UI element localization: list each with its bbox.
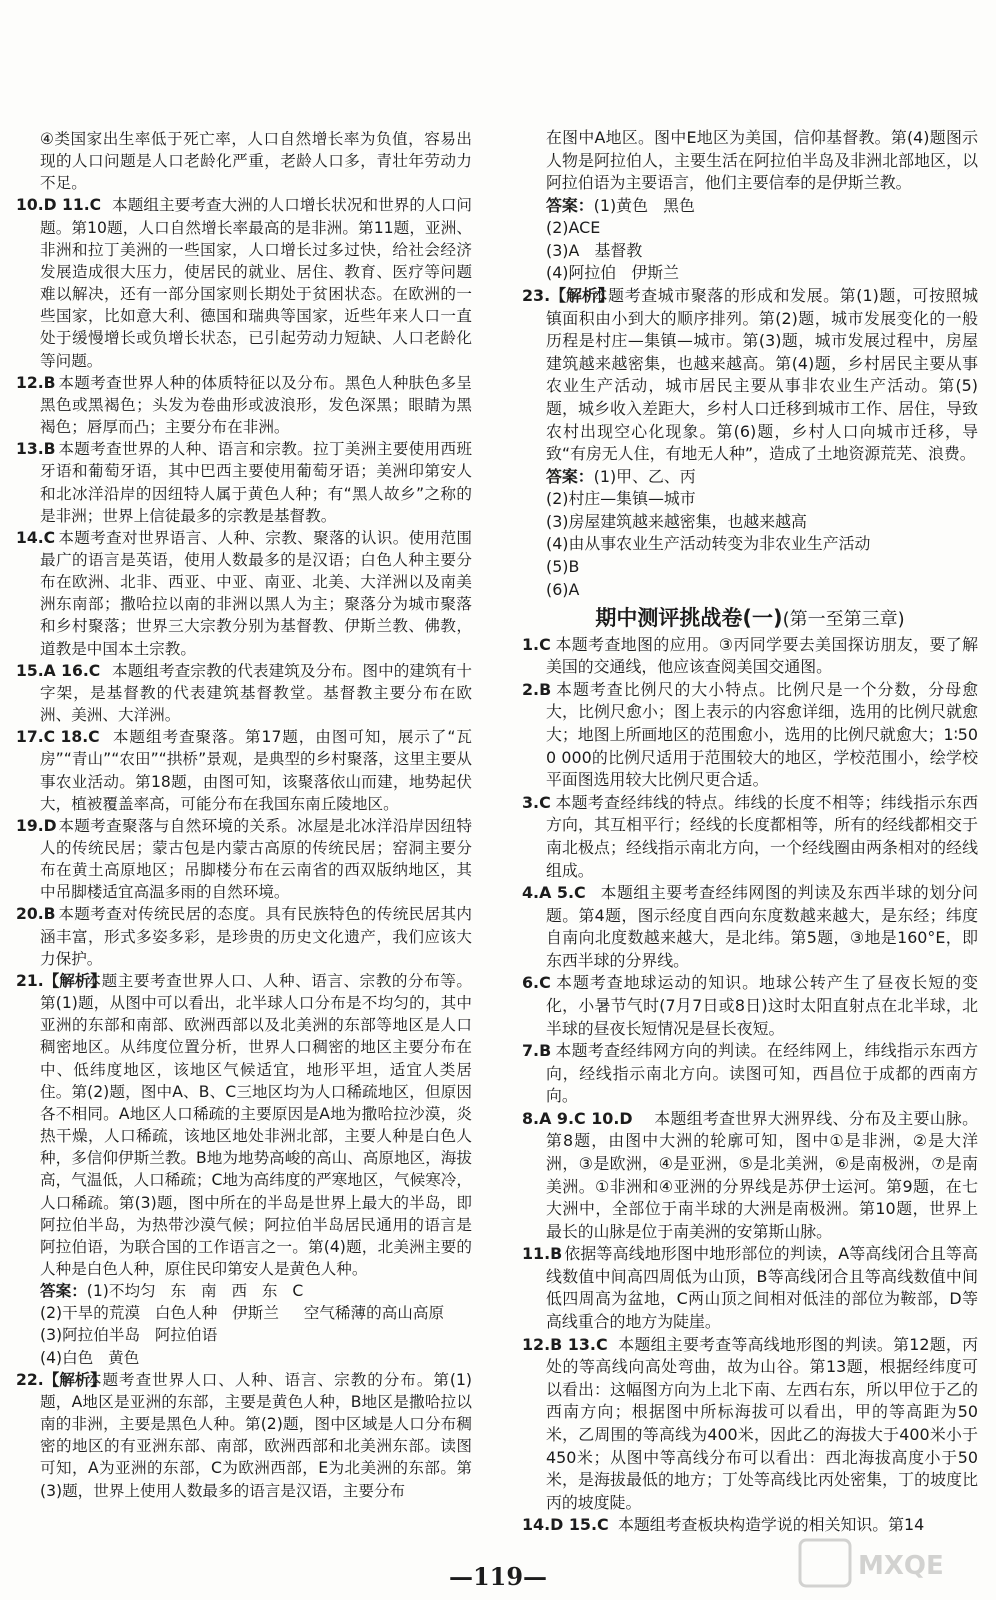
item-text: 本题考查世界人种的体质特征以及分布。黑色人种肤色多呈黑色或黑褐色；头发为卷曲形或波浪形，发色深黑；眼睛为黑褐色；唇厚而凸；主要分布在非洲。 <box>40 373 472 437</box>
answer-item <box>16 970 472 1280</box>
item-number: 14.D 15.C <box>522 1515 609 1535</box>
item-text: 本题主要考查世界人口、人种、语言、宗教的分布等。第(1)题，从图中可以看出，北半球人口分布是不均匀的，其中亚洲的东部和南部、欧洲西部以及北美洲的东部等地区是人口稠密地区。从纬度位置分析，世界人口稠密的地区主要分布在中、低纬度地区，该地区气候适宜，地形平坦，适宜人类居住。第(2)题，图中A、B、C三地区均为人口稀疏地区，但原因各不相同。A地区人口稀疏的主要原因是A地为撒哈拉沙漠，炎热干燥，人口稀疏，该地区地处非洲北部，主要人种是白色人种，多信仰伊斯兰教。B地为地势高峻的高山、高原地区，海拔高，气温低，人口稀疏；C地为高纬度的严寒地区，气候寒冷，人口稀疏。第(3)题，图中所在的半岛是世界上最大的半岛，即阿拉伯半岛，为热带沙漠气候；阿拉伯半岛居民通用的语言是阿拉伯语，为联合国的工作语言之一。第(4)题，北美洲主要的人种是白色人种，原住民印第安人是黄色人种。 <box>40 971 472 1278</box>
answer-text: (1)黄色 黑色 <box>593 195 695 215</box>
answer-item <box>522 972 978 1040</box>
answer-item <box>522 634 978 679</box>
item-text: 本题组考查宗教的代表建筑及分布。图中的建筑有十字架，是基督教的代表建筑基督教堂。基督教主要分布在欧洲、美洲、大洋洲。 <box>40 661 472 725</box>
answer-text: (1)甲、乙、丙 <box>593 466 696 486</box>
answer-label: 答案： <box>546 466 594 486</box>
answer-item <box>16 527 472 660</box>
section-title <box>522 607 978 632</box>
item-number: 12.B <box>16 373 56 392</box>
answer-item <box>16 372 472 438</box>
answer-item <box>522 792 978 882</box>
item-number: 1.C <box>522 634 551 654</box>
item-number: 22.【解析】 <box>16 1370 106 1389</box>
continuation-text: ④类国家出生率低于死亡率，人口自然增长率为负值，容易出现的人口问题是人口老龄化严重，老龄人口多，青壮年劳动力不足。 <box>40 130 472 193</box>
item-text: 本题考查世界人口、人种、语言、宗教的分布。第(1)题，A地区是亚洲的东部，主要是黄色人种，B地区是撒哈拉以南的非洲，主要是黑色人种。第(2)题，图中区域是人口分布稠密的地区的有亚洲东部、南部，欧洲西部和北美洲东部。读图可知，A为亚洲的东部，C为欧洲西部，E为北美洲的东部。第(3)题，世界上使用人数最多的语言是汉语，主要分布 <box>40 1370 472 1500</box>
item-text: 本题考查经纬网方向的判读。在经纬网上，纬线指示东西方向，经线指示南北方向。读图可知，西昌位于成都的西南方向。 <box>546 1041 978 1106</box>
item-text: 本题组主要考查大洲的人口增长状况和世界的人口问题。第10题，人口自然增长率最高的是非洲。第11题，亚洲、非洲和拉丁美洲的一些国家，人口增长过多过快，给社会经济发展造成很大压力，使居民的就业、居住、教育、医疗等问题难以解决，还有一部分国家则长期处于贫困状态。在欧洲的一些国家，比如意大利、德国和瑞典等国家，近些年来人口一直处于缓慢增长或负增长状态，已引起劳动力短缺、人口老龄化等问题。 <box>40 196 472 370</box>
section-title-main: 期中测评挑战卷(一) <box>595 606 783 631</box>
item-number: 11.B <box>522 1244 563 1264</box>
watermark-logo <box>798 1534 978 1594</box>
item-number: 2.B <box>522 679 552 699</box>
item-number: 10.D 11.C <box>16 196 102 215</box>
answer-item <box>16 726 472 815</box>
answer-item <box>16 815 472 904</box>
answer-item <box>522 679 978 792</box>
item-number: 14.C <box>16 528 56 547</box>
item-text: 本题考查经纬线的特点。纬线的长度不相等；纬线指示东西方向，其互相平行；经线的长度都相等，所有的经线都相交于南北极点；经线指示南北方向，一个经线圈由两条相对的经线组成。 <box>546 792 978 880</box>
answer-line: (2)干旱的荒漠 白色人种 伊斯兰 空气稀薄的高山高原 <box>40 1304 445 1323</box>
item-number: 4.A 5.C <box>522 883 586 903</box>
answer-item <box>16 660 472 726</box>
item-text: 本题考查比例尺的大小特点。比例尺是一个分数，分母愈大，比例尺愈小；图上表示的内容愈详细，选用的比例尺就愈大；地图上所画地区的范围愈小，选用的比例尺就愈大；1∶500 000的比例尺适用于范围较大的地区，学校范围小，绘学校平面图选用较大比例尺更合适。 <box>546 679 978 790</box>
item-number: 8.A 9.C 10.D <box>522 1108 633 1128</box>
answer-line <box>522 466 978 489</box>
answer-text: (1)不均匀 东 南 西 东 C <box>86 1282 304 1301</box>
item-number: 13.B <box>16 440 56 459</box>
answer-line <box>522 195 978 218</box>
answer-label: 答案： <box>546 195 594 215</box>
answer-line <box>16 1280 472 1302</box>
item-number: 12.B 13.C <box>522 1334 608 1354</box>
section-title-sub: (第一至第三章) <box>782 609 905 631</box>
item-number: 23.【解析】 <box>522 286 614 306</box>
answer-line: (3)阿拉伯半岛 阿拉伯语 <box>40 1326 218 1345</box>
answer-line: (4)由从事农业生产活动转变为非农业生产活动 <box>546 534 871 554</box>
item-number: 19.D <box>16 816 57 835</box>
answer-item <box>522 285 978 466</box>
answer-line: (3)房屋建筑越来越密集，也越来越高 <box>546 511 807 531</box>
item-number: 7.B <box>522 1041 552 1061</box>
continuation-text: 在图中A地区。图中E地区为美国，信仰基督教。第(4)题图示人物是阿拉伯人，主要生活在阿拉伯半岛及非洲北部地区，以阿拉伯语为主要语言，他们主要信奉的是伊斯兰教。 <box>546 128 978 193</box>
item-text: 本题组考查板块构造学说的相关知识。第14 <box>618 1515 925 1535</box>
answer-line: (3)A 基督教 <box>546 240 643 260</box>
item-text: 本题考查地图的应用。③丙同学要去美国探访朋友，要了解美国的交通线，他应该查阅美国交通图。 <box>546 634 978 677</box>
item-text: 本题考查世界的人种、语言和宗教。拉丁美洲主要使用西班牙语和葡萄牙语，其中巴西主要使用葡萄牙语；美洲印第安人和北冰洋沿岸的因纽特人属于黄色人种；有“黑人故乡”之称的是非洲；世界上信徒最多的宗教是基督教。 <box>40 440 472 525</box>
item-text: 本题考查对世界语言、人种、宗教、聚落的认识。使用范围最广的语言是英语，使用人数最多的是汉语；白色人种主要分布在欧洲、北非、西亚、中亚、南亚、北美、大洋洲以及南美洲东南部；撒哈拉以南的非洲以黑人为主；聚落分为城市聚落和乡村聚落；世界三大宗教分别为基督教、伊斯兰教、佛教，道教是中国本土宗教。 <box>40 528 472 658</box>
svg-text:MXQE: MXQE <box>858 1551 944 1581</box>
answer-line: (4)阿拉伯 伊斯兰 <box>546 263 680 283</box>
right-column <box>522 127 978 1537</box>
item-text: 本题组考查聚落。第17题，由图可知，展示了“瓦房”“青山”“农田”“拱桥”景观，是典型的乡村聚落，这里主要从事农业活动。第18题，由图可知，该聚落依山而建，地势起伏大，植被覆盖率高，可能分布在我国东南丘陵地区。 <box>40 728 472 813</box>
item-number: 15.A 16.C <box>16 661 101 680</box>
answer-line: (4)白色 黄色 <box>40 1348 140 1367</box>
item-text: 本题考查城市聚落的形成和发展。第(1)题，可按照城镇面积由小到大的顺序排列。第(2)题，城市发展变化的一般历程是村庄—集镇—城市。第(3)题，城市发展过程中，房屋建筑越来越密集，也越来越高。第(4)题，乡村居民主要从事农业生产活动，城市居民主要从事非农业生产活动。第(5)题，城乡收入差距大，乡村人口迁移到城市工作、居住，导致农村出现空心化现象。第(6)题，乡村人口向城市迁移，导致“有房无人住，有地无人种”，造成了土地资源荒芜、浪费。 <box>546 286 978 464</box>
item-text: 本题考查对传统民居的态度。具有民族特色的传统民居其内涵丰富，形式多姿多彩，是珍贵的历史文化遗产，我们应该大力保护。 <box>40 905 472 968</box>
item-number: 17.C 18.C <box>16 728 100 747</box>
item-text: 本题组考查世界大洲界线、分布及主要山脉。第8题，由图中大洲的轮廓可知，图中①是非洲，②是大洋洲，③是欧洲，④是亚洲，⑤是北美洲，⑥是南极洲，⑦是南美洲。①非洲和④亚洲的分界线是苏伊士运河。第9题，在七大洲中，全部位于南半球的大洲是南极洲。第10题，世界上最长的山脉是位于南美洲的安第斯山脉。 <box>546 1108 978 1241</box>
answer-item <box>522 1243 978 1333</box>
left-column <box>16 128 472 1502</box>
answer-line: (5)B <box>546 556 580 576</box>
answer-label: 答案： <box>40 1282 87 1301</box>
answer-line: (2)ACE <box>546 218 601 238</box>
item-text: 本题组主要考查等高线地形图的判读。第12题，丙处的等高线向高处弯曲，故为山谷。第13题，根据经纬度可以看出：这幅图方向为上北下南、左西右东，所以甲位于乙的西南方向；根据图中所标海拔可以看出，甲的等高距为50米，乙周围的等高线为400米，因此乙的海拔大于400米小于450米；从图中等高线分布可以看出：西北海拔高度小于50米，是海拔最低的地方；丁处等高线比丙处密集，丁的坡度比丙的坡度陡。 <box>546 1334 978 1512</box>
answer-item <box>522 1108 978 1243</box>
item-text: 本题考查聚落与自然环境的关系。冰屋是北冰洋沿岸因纽特人的传统民居；蒙古包是内蒙古高原的传统民居；窑洞主要分布在黄土高原地区；吊脚楼分布在云南省的西双版纳地区，其中吊脚楼适宜高温多雨的自然环境。 <box>40 816 472 902</box>
answer-item <box>16 903 472 969</box>
answer-item <box>16 194 472 371</box>
item-number: 20.B <box>16 905 56 924</box>
answer-item <box>522 882 978 972</box>
item-text: 本题考查地球运动的知识。地球公转产生了昼夜长短的变化，小暑节气时(7月7日或8日)这时太阳直射点在北半球，北半球的昼夜长短情况是昼长夜短。 <box>546 973 978 1038</box>
page-number: —119— <box>448 1562 548 1591</box>
item-number: 6.C <box>522 973 551 993</box>
answer-item <box>16 1369 472 1502</box>
item-text: 依据等高线地形图中地形部位的判读，A等高线闭合且等高线数值中间高四周低为山顶，B等高线闭合且等高线数值中间低四周高为盆地，C两山顶之间相对低洼的部位为鞍部，D等高线重合的地方为陡崖。 <box>546 1244 978 1332</box>
item-text: 本题组主要考查经纬网图的判读及东西半球的划分问题。第4题，图示经度自西向东度数越来越大，是东经；纬度自南向北度数越来越大，是北纬。第5题，③地是160°E，即东西半球的分界线。 <box>546 883 978 970</box>
answer-line: (6)A <box>546 579 580 599</box>
item-number: 21.【解析】 <box>16 971 106 990</box>
item-number: 3.C <box>522 792 551 812</box>
answer-item <box>522 1334 978 1515</box>
answer-item <box>522 1040 978 1108</box>
answer-line: (2)村庄—集镇—城市 <box>546 489 696 509</box>
answer-item <box>16 438 472 527</box>
